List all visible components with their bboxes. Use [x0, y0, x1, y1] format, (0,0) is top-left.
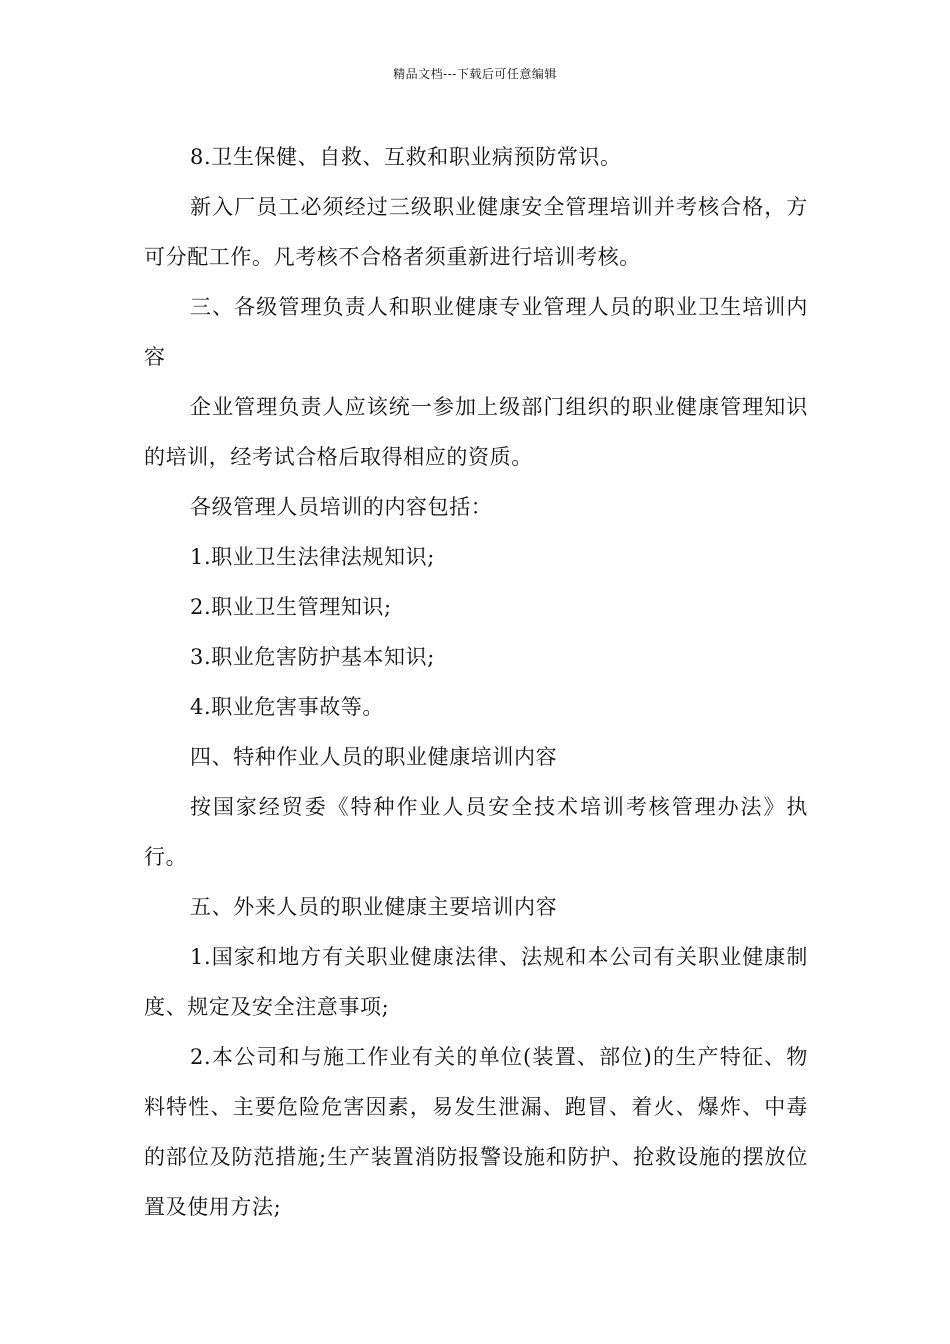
section-heading-4: 四、特种作业人员的职业健康培训内容	[190, 745, 558, 769]
page-header: 精品文档---下载后可任意编辑	[393, 67, 557, 81]
list-item-external-2: 2.本公司和与施工作业有关的单位(装置、部位)的生产特征、物料特性、主要危险危害因素，易发生泄漏、跑冒、着火、爆炸、中毒的部位及防范措施;生产装置消防报警设施和防护、抢救设施的摆放位置及使用方法;	[144, 1045, 808, 1219]
section-heading-3: 三、各级管理负责人和职业健康专业管理人员的职业卫生培训内容	[144, 295, 808, 369]
paragraph-new-employee-training: 新入厂员工必须经过三级职业健康安全管理培训并考核合格，方可分配工作。凡考核不合格者须重新进行培训考核。	[144, 195, 808, 269]
list-item-1: 1.职业卫生法律法规知识;	[190, 545, 435, 569]
section-heading-5: 五、外来人员的职业健康主要培训内容	[190, 895, 558, 919]
paragraph-manager-training: 企业管理负责人应该统一参加上级部门组织的职业健康管理知识的培训，经考试合格后取得相应的资质。	[144, 395, 808, 469]
document-body	[144, 132, 808, 1232]
list-item-3: 3.职业危害防护基本知识;	[190, 645, 435, 669]
list-item-4: 4.职业危害事故等。	[190, 695, 385, 719]
paragraph-item-8-hygiene: 8.卫生保健、自救、互救和职业病预防常识。	[190, 145, 622, 169]
list-item-2: 2.职业卫生管理知识;	[190, 595, 392, 619]
list-item-external-1: 1.国家和地方有关职业健康法律、法规和本公司有关职业健康制度、规定及安全注意事项;	[144, 945, 808, 1019]
paragraph-special-operations: 按国家经贸委《特种作业人员安全技术培训考核管理办法》执行。	[144, 795, 808, 869]
paragraph-training-content-intro: 各级管理人员培训的内容包括：	[190, 495, 493, 519]
